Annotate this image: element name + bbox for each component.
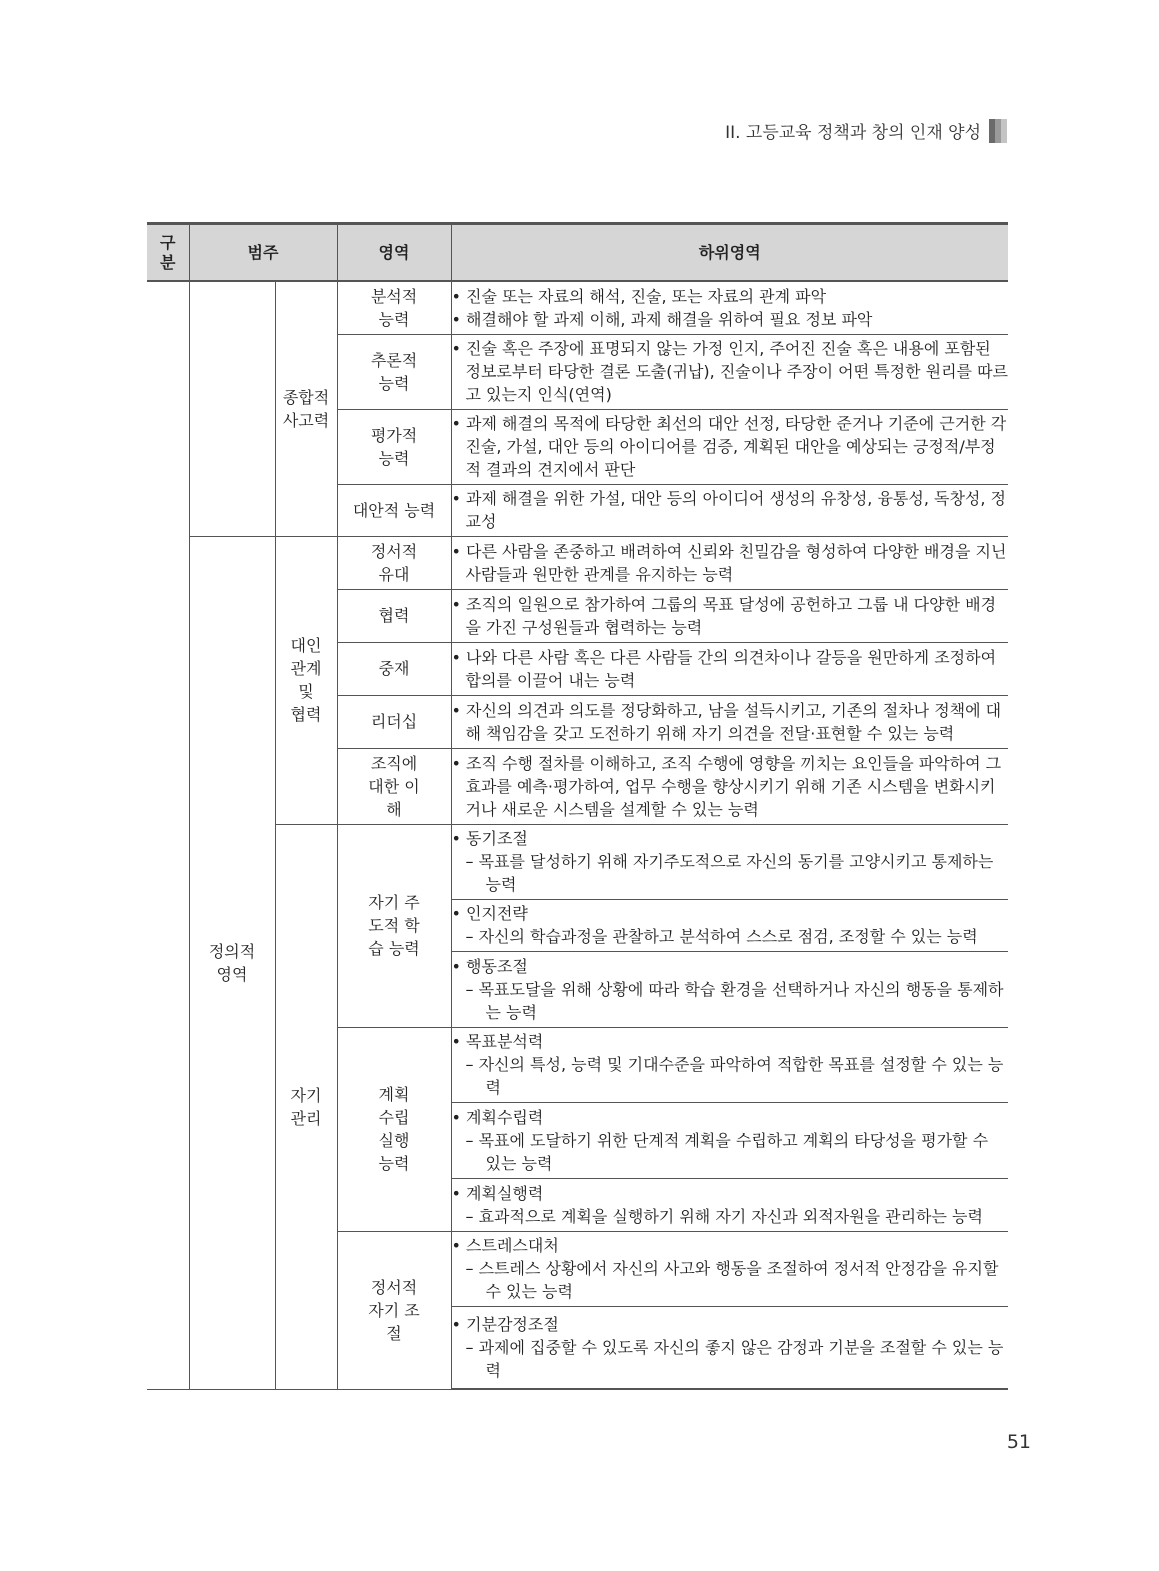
category-cell: 대인 관계 및 협력 [275,536,337,824]
competency-table [147,222,1008,1390]
area-cell: 중재 [337,642,451,695]
subarea-cell: • 과제 해결의 목적에 타당한 최선의 대안 선정, 타당한 준거나 기준에 근거한 각 진술, 가설, 대안 등의 아이디어를 검증, 계획된 대안을 예상되는 긍정적/부정적 결과의 견지에서 판단 [451,409,1008,484]
header-bar-decoration [989,119,1007,143]
header-row [147,224,1008,282]
domain-cell: 정의적 영역 [189,536,275,1389]
header-area: 영역 [337,224,451,282]
subarea-cell: • 자신의 의견과 의도를 정당화하고, 남을 설득시키고, 기존의 절차나 정책에 대해 책임감을 갖고 도전하기 위해 자기 의견을 전달·표현할 수 있는 능력 [451,695,1008,748]
subarea-cell: • 과제 해결을 위한 가설, 대안 등의 아이디어 생성의 유창성, 융통성, 독창성, 정교성 [451,484,1008,536]
subarea-cell: • 동기조절 – 목표를 달성하기 위해 자기주도적으로 자신의 동기를 고양시키고 통제하는 능력 [451,824,1008,899]
header-subarea: 하위영역 [451,224,1008,282]
category-cell: 자기 관리 [275,824,337,1389]
gubun-cell [147,281,189,1389]
area-cell: 추론적 능력 [337,334,451,409]
running-title: II. 고등교육 정책과 창의 인재 양성 [725,123,981,143]
table-row [147,281,1008,334]
subarea-cell: • 조직의 일원으로 참가하여 그룹의 목표 달성에 공헌하고 그룹 내 다양한 배경을 가진 구성원들과 협력하는 능력 [451,589,1008,642]
subarea-cell: • 다른 사람을 존중하고 배려하여 신뢰와 친밀감을 형성하여 다양한 배경을 지닌 사람들과 원만한 관계를 유지하는 능력 [451,536,1008,589]
subarea-cell: • 계획실행력 – 효과적으로 계획을 실행하기 위해 자기 자신과 외적자원을 관리하는 능력 [451,1178,1008,1231]
category-cell: 종합적 사고력 [275,281,337,536]
subarea-cell: • 목표분석력 – 자신의 특성, 능력 및 기대수준을 파악하여 적합한 목표를 설정할 수 있는 능력 [451,1027,1008,1102]
subarea-cell: • 조직 수행 절차를 이해하고, 조직 수행에 영향을 끼치는 요인들을 파악하여 그 효과를 예측·평가하여, 업무 수행을 향상시키기 위해 기존 시스템을 변화시키거나 새로운 시스템을 설계할 수 있는 능력 [451,748,1008,824]
subarea-cell: • 기분감정조절 – 과제에 집중할 수 있도록 자신의 좋지 않은 감정과 기분을 조절할 수 있는 능력 [451,1306,1008,1389]
subarea-cell: • 스트레스대처 – 스트레스 상황에서 자신의 사고와 행동을 조절하여 정서적 안정감을 유지할 수 있는 능력 [451,1231,1008,1306]
page-number: 51 [1006,1431,1031,1453]
table-row [147,536,1008,589]
area-cell: 계획 수립 실행 능력 [337,1027,451,1231]
area-cell: 평가적 능력 [337,409,451,484]
subarea-cell: • 진술 혹은 주장에 표명되지 않는 가정 인지, 주어진 진술 혹은 내용에 포함된 정보로부터 타당한 결론 도출(귀납), 진술이나 주장이 어떤 특정한 원리를 따르고 있는지 인식(연역) [451,334,1008,409]
area-cell: 자기 주도적 학습 능력 [337,824,451,1027]
domain-blank-cell [189,281,275,536]
area-cell: 정서적 유대 [337,536,451,589]
subarea-cell: • 행동조절 – 목표도달을 위해 상황에 따라 학습 환경을 선택하거나 자신의 행동을 통제하는 능력 [451,951,1008,1027]
subarea-cell: • 계획수립력 – 목표에 도달하기 위한 단계적 계획을 수립하고 계획의 타당성을 평가할 수 있는 능력 [451,1102,1008,1178]
area-cell: 리더십 [337,695,451,748]
area-cell: 협력 [337,589,451,642]
subarea-cell: • 진술 또는 자료의 해석, 진술, 또는 자료의 관계 파악 • 해결해야 할 과제 이해, 과제 해결을 위하여 필요 정보 파악 [451,281,1008,334]
subarea-cell: • 나와 다른 사람 혹은 다른 사람들 간의 의견차이나 갈등을 원만하게 조정하여 합의를 이끌어 내는 능력 [451,642,1008,695]
running-head [725,118,1007,143]
subarea-cell: • 인지전략 – 자신의 학습과정을 관찰하고 분석하여 스스로 점검, 조정할 수 있는 능력 [451,899,1008,951]
area-cell: 분석적 능력 [337,281,451,334]
area-cell: 정서적 자기 조절 [337,1231,451,1389]
table-row [147,824,1008,899]
area-cell: 대안적 능력 [337,484,451,536]
header-gubun: 구분 [147,224,189,282]
header-category: 범주 [189,224,337,282]
area-cell: 조직에 대한 이해 [337,748,451,824]
